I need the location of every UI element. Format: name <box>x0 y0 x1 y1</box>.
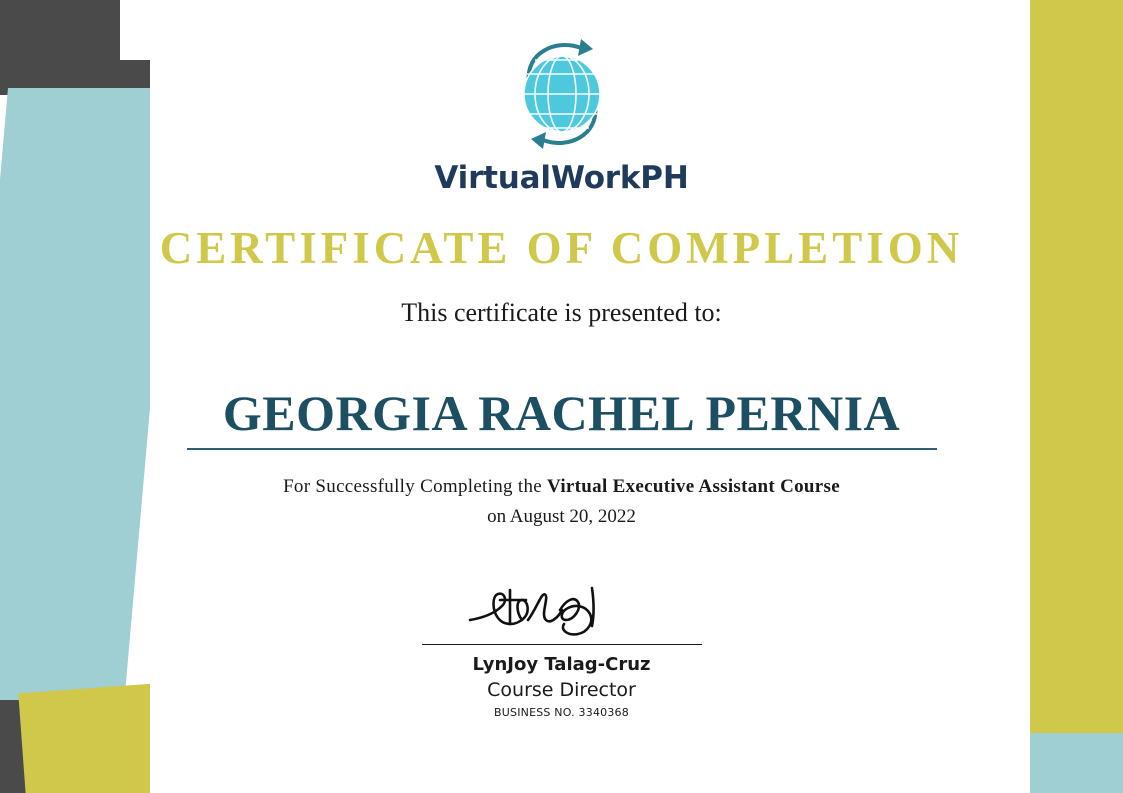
course-name: Virtual Executive Assistant Course <box>547 476 840 497</box>
completion-prefix: For Successfully Completing the <box>283 476 548 497</box>
completion-line <box>283 476 840 498</box>
signature-line <box>422 644 702 645</box>
recipient-name: GEORGIA RACHEL PERNIA <box>222 385 901 441</box>
business-number: BUSINESS NO. 3340368 <box>494 706 629 719</box>
completion-date: on August 20, 2022 <box>487 506 636 527</box>
globe-icon <box>477 26 647 166</box>
brand-logo <box>434 26 689 196</box>
signer-name: LynJoy Talag-Cruz <box>472 654 651 675</box>
presented-to-label: This certificate is presented to: <box>401 298 722 327</box>
recipient-block <box>187 384 937 450</box>
brand-wordmark: VirtualWorkPH <box>434 160 689 196</box>
signature-area <box>422 576 702 719</box>
signer-role: Course Director <box>487 679 636 701</box>
page-title: CERTIFICATE OF COMPLETION <box>159 223 964 273</box>
signature-icon <box>442 576 682 642</box>
